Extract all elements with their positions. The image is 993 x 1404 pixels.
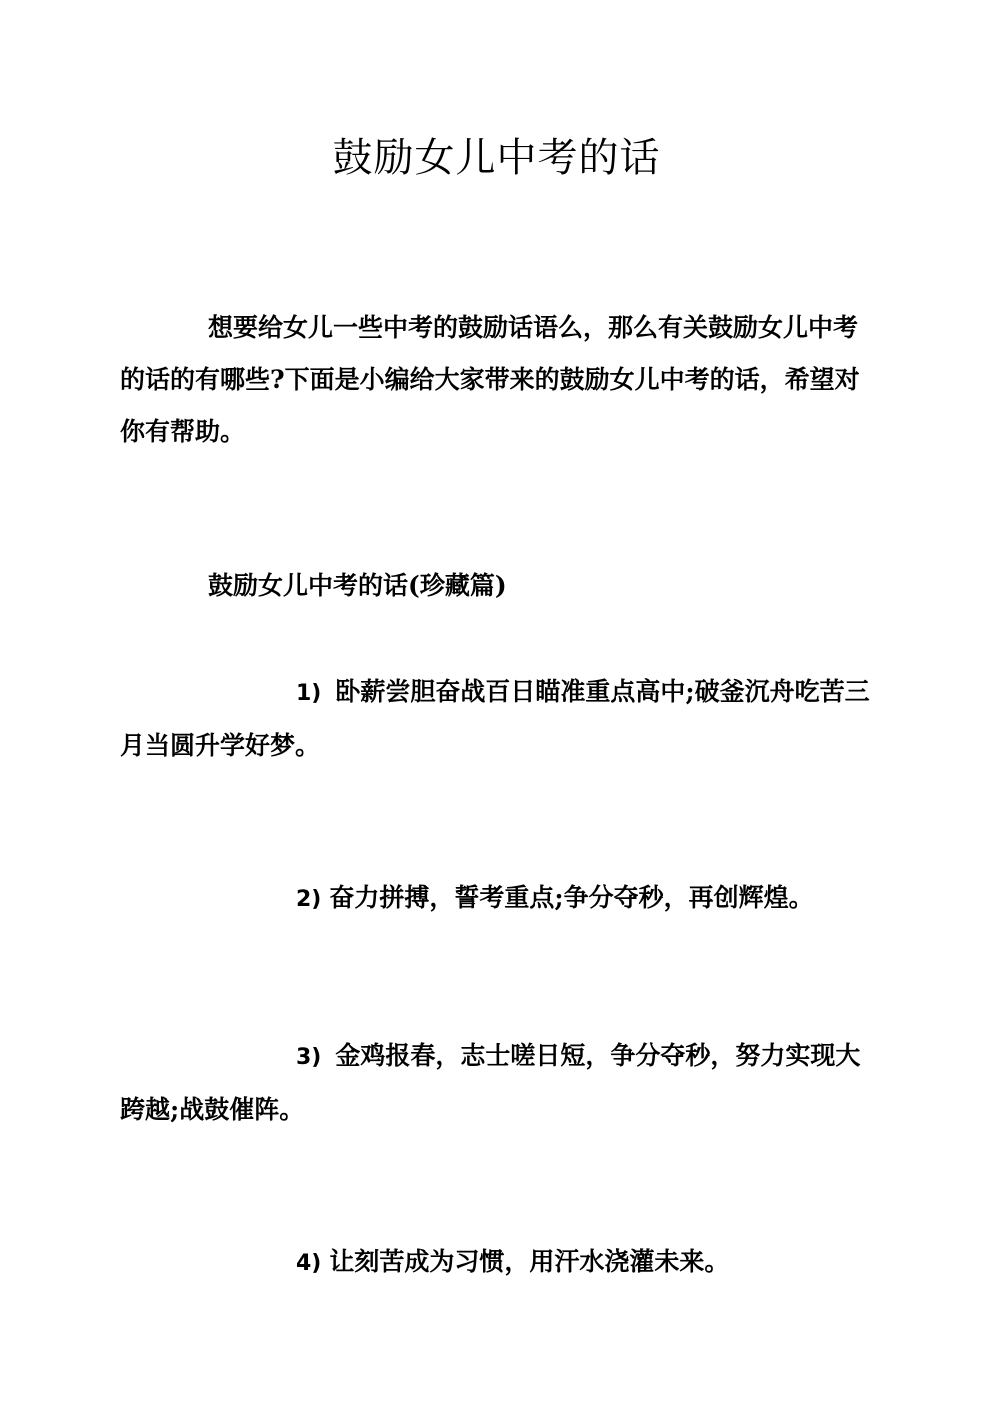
list-item-text: 让刻苦成为习惯，用汗水浇灌未来。 (329, 1247, 730, 1276)
list-item-text: 卧薪尝胆奋战百日瞄准重点高中;破釜沉舟吃苦三月当圆升学好梦。 (120, 677, 870, 760)
list-item-number: 2) (296, 887, 322, 912)
document-title: 鼓励女儿中考的话 (332, 135, 661, 181)
list-item-number: 3) (296, 1045, 322, 1070)
list-item-text: 金鸡报春，志士嗟日短，争分夺秒，努力实现大跨越;战鼓催阵。 (120, 1041, 861, 1124)
list-item-text: 奋力拼搏，誓考重点;争分夺秒，再创辉煌。 (329, 883, 814, 912)
section-heading: 鼓励女儿中考的话(珍藏篇) (208, 571, 507, 600)
list-item-number: 1) (296, 681, 322, 706)
intro-paragraph: 想要给女儿一些中考的鼓励话语么，那么有关鼓励女儿中考的话的有哪些?下面是小编给大家带来的鼓励女儿中考的话，希望对你有帮助。 (120, 313, 860, 446)
list-item (120, 666, 880, 772)
list-item (120, 1236, 880, 1290)
list-item (120, 872, 880, 926)
list-item (120, 1030, 880, 1136)
list-item-number: 4) (296, 1251, 322, 1276)
